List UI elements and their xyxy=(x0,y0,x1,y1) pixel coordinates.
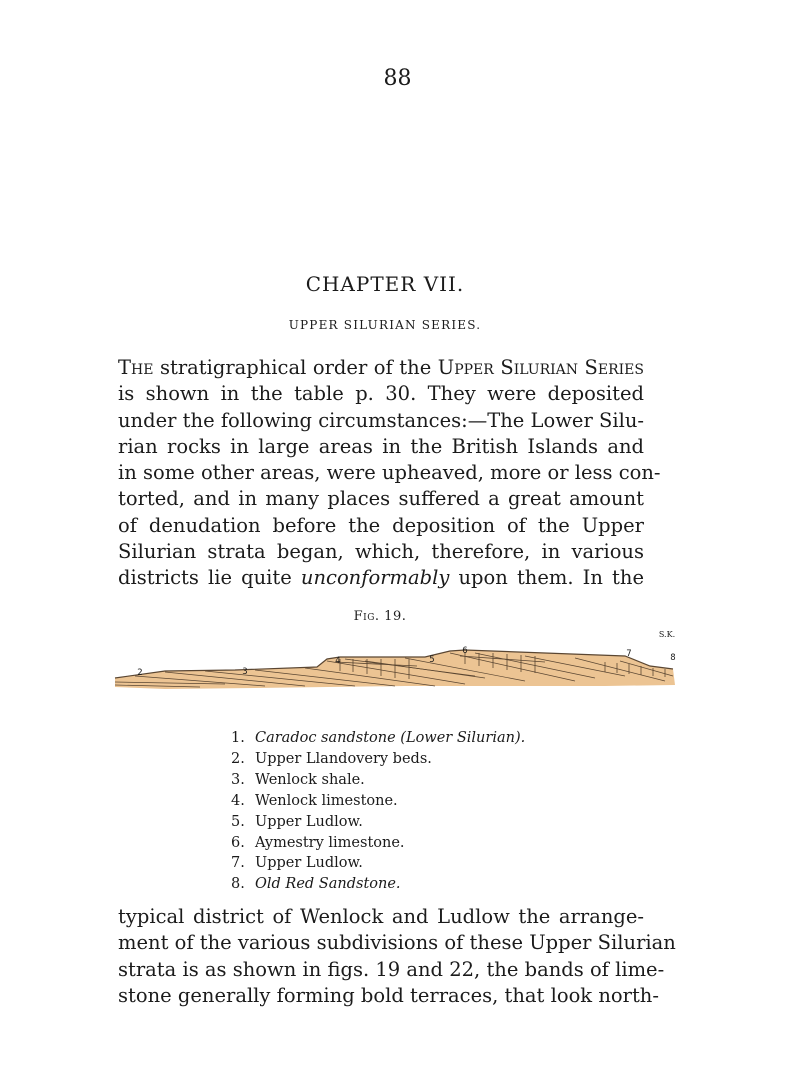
text-line xyxy=(118,355,644,381)
text-line xyxy=(118,983,659,1009)
text-run: in some other areas, were upheaved, more or less con- xyxy=(118,461,661,485)
text-run: ment of the various subdivisions of these Upper Silurian xyxy=(118,931,676,955)
legend-text: Upper Ludlow. xyxy=(255,813,363,830)
geological-section-figure xyxy=(105,626,685,694)
text-run: strata is as shown in figs. 19 and 22, the bands of lime- xyxy=(118,957,665,981)
legend-text: Wenlock shale. xyxy=(255,771,365,788)
text-run: The xyxy=(118,356,154,379)
legend-item xyxy=(231,770,525,791)
text-line xyxy=(118,957,665,983)
legend-item xyxy=(231,874,525,895)
section-title: UPPER SILURIAN SERIES. xyxy=(288,318,482,332)
section-marker-5: 5 xyxy=(429,655,435,665)
legend-item xyxy=(231,853,525,874)
figure-label: Fig. 19. xyxy=(353,609,407,624)
legend-item xyxy=(231,791,525,812)
legend-item xyxy=(231,812,525,833)
legend-item xyxy=(231,833,525,854)
legend-text: Upper Ludlow. xyxy=(255,855,363,872)
text-line xyxy=(118,486,644,512)
section-marker-4: 4 xyxy=(335,656,341,666)
section-marker-8: 8 xyxy=(670,653,676,663)
legend-text: Upper Llandovery beds. xyxy=(255,750,432,767)
legend-number: 7. xyxy=(231,855,245,872)
text-line xyxy=(118,930,676,956)
text-line xyxy=(118,904,644,930)
legend-number: 5. xyxy=(231,813,245,830)
text-run: typical district of Wenlock and Ludlow the arrange- xyxy=(118,905,644,928)
text-line xyxy=(118,408,644,434)
text-run: Silurian strata began, which, therefore, in various xyxy=(118,540,644,564)
legend-number: 2. xyxy=(231,750,245,767)
text-run: of denudation before the deposition of the Upper xyxy=(118,513,644,537)
legend-item xyxy=(231,728,525,749)
legend-number: 4. xyxy=(231,792,245,809)
text-line xyxy=(118,565,644,591)
page-number: 88 xyxy=(383,66,412,91)
text-run: rian rocks in large areas in the British Islands and xyxy=(118,434,644,458)
chapter-title: CHAPTER VII. xyxy=(305,272,465,296)
legend-number: 1. xyxy=(231,730,245,746)
legend-text: Wenlock limestone. xyxy=(255,792,398,809)
text-run: districts lie quite xyxy=(118,566,301,590)
text-run: is shown in the table p. 30. They were deposited xyxy=(118,382,644,406)
legend-item xyxy=(231,749,525,770)
legend-text: Aymestry limestone. xyxy=(255,834,405,851)
text-run: torted, and in many places suffered a great amount xyxy=(118,487,644,511)
text-line xyxy=(118,539,644,565)
text-line xyxy=(118,460,661,486)
legend-number: 3. xyxy=(231,771,245,788)
text-run: unconformably xyxy=(300,566,450,590)
section-marker-2: 2 xyxy=(137,668,143,678)
text-run: upon them. In the xyxy=(449,566,644,590)
legend-text: Caradoc sandstone (Lower Silurian). xyxy=(255,730,526,746)
figure-legend xyxy=(231,728,525,895)
section-marker-1: 1 xyxy=(122,659,128,669)
section-marker-6: 6 xyxy=(462,646,468,656)
section-marker-3: 3 xyxy=(242,667,248,677)
text-line xyxy=(118,381,644,407)
text-run: Upper Silurian Series xyxy=(437,356,644,379)
legend-number: 8. xyxy=(231,876,245,893)
text-line xyxy=(118,513,644,539)
body-paragraph-1 xyxy=(118,355,661,592)
figure-signature: S.K. xyxy=(658,630,676,639)
text-line xyxy=(118,434,644,460)
legend-number: 6. xyxy=(231,834,245,851)
text-run: stone generally forming bold terraces, that look north- xyxy=(118,983,659,1007)
section-marker-7: 7 xyxy=(626,649,632,659)
text-run: stratigraphical order of the xyxy=(153,356,438,379)
legend-text: Old Red Sandstone. xyxy=(255,876,401,893)
text-run: under the following circumstances:—The Lower Silu- xyxy=(118,408,644,432)
body-paragraph-2 xyxy=(118,904,676,1009)
